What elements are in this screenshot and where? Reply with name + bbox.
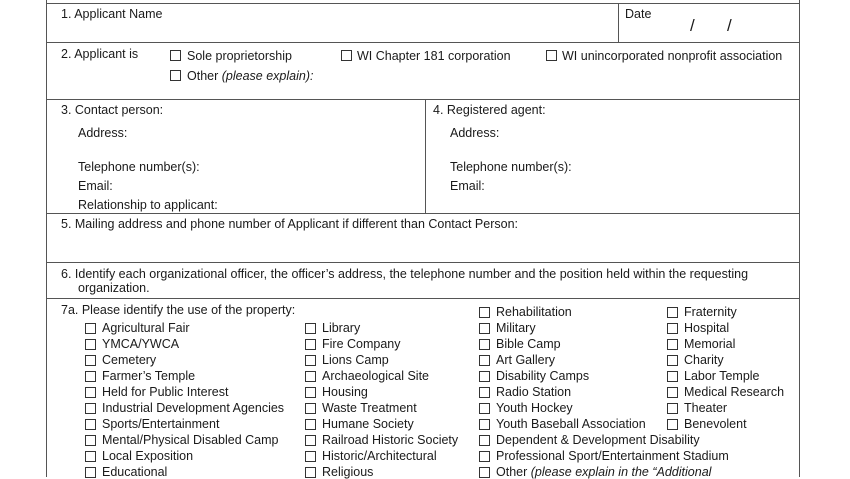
contact-email-label: Email: [78,179,113,193]
property-use-label: Hospital [684,321,730,335]
property-use-checkbox[interactable] [85,403,96,414]
contact-address-label: Address: [78,126,128,140]
property-use-label: Memorial [684,337,736,351]
property-use-label: Professional Sport/Entertainment Stadium [496,449,729,463]
property-use-label: Held for Public Interest [102,385,229,399]
property-use-checkbox[interactable] [85,355,96,366]
property-use-label: Railroad Historic Society [322,433,459,447]
property-use-checkbox[interactable] [305,467,316,478]
property-use-checkbox[interactable] [305,339,316,350]
property-use-label: Benevolent [684,417,747,431]
property-use-checkbox[interactable] [667,403,678,414]
property-use-label: Sports/Entertainment [102,417,220,431]
rule-after-6 [46,298,800,299]
property-use-checkbox[interactable] [479,419,490,430]
property-use-checkbox[interactable] [85,371,96,382]
property-use-checkbox[interactable] [479,435,490,446]
property-use-checkbox[interactable] [479,387,490,398]
rule-top [46,3,800,4]
property-use-label: Farmer’s Temple [102,369,196,383]
property-use-checkbox[interactable] [667,387,678,398]
agent-email-label: Email: [450,179,485,193]
wi-unincorporated-label: WI unincorporated nonprofit association [562,49,783,63]
officers-label-line1: 6. Identify each organizational officer, the officer’s address, the telephone number and the position held within the requesting [61,267,749,281]
property-use-label: Historic/Architectural [322,449,437,463]
property-use-label: Youth Baseball Association [496,417,646,431]
property-use-label: Other (please explain in the “Additional [496,465,712,479]
property-use-label: Cemetery [102,353,157,367]
date-label: Date [625,7,652,21]
wi-chapter-181-label: WI Chapter 181 corporation [357,49,511,63]
property-use-label: Labor Temple [684,369,760,383]
property-use-label: Archaeological Site [322,369,430,383]
rule-after-5 [46,262,800,263]
property-use-label: Lions Camp [322,353,389,367]
property-use-checkbox[interactable] [667,371,678,382]
property-use-label: Youth Hockey [496,401,573,415]
applicant-name-label: 1. Applicant Name [61,7,163,21]
other-use-note: (please explain in the “Additional [530,465,712,479]
property-use-label: Bible Camp [496,337,561,351]
property-use-label: Agricultural Fair [102,321,190,335]
contact-telephone-label: Telephone number(s): [78,160,200,174]
date-slash-1: / [690,16,695,35]
property-use-checkbox[interactable] [85,387,96,398]
wi-chapter-181-checkbox[interactable] [341,50,352,61]
property-use-checkbox[interactable] [85,323,96,334]
registered-agent-label: 4. Registered agent: [433,103,546,117]
property-use-label: Educational [102,465,168,479]
property-use-checkbox[interactable] [667,419,678,430]
property-use-label: Disability Camps [496,369,590,383]
contact-relationship-label: Relationship to applicant: [78,198,218,212]
property-use-label: Dependent & Development Disability [496,433,700,447]
contact-person-label: 3. Contact person: [61,103,164,117]
rule-after-3-4 [46,213,800,214]
property-use-checkbox[interactable] [479,403,490,414]
property-use-checkbox[interactable] [479,467,490,478]
contact-agent-divider [425,99,426,213]
property-use-checkbox[interactable] [85,339,96,350]
property-use-checkbox[interactable] [305,451,316,462]
property-use-checkbox[interactable] [85,467,96,478]
agent-address-label: Address: [450,126,500,140]
property-use-checkbox[interactable] [85,451,96,462]
property-use-checkbox[interactable] [305,419,316,430]
property-use-checkbox[interactable] [305,371,316,382]
property-use-label: Charity [684,353,724,367]
property-use-label: Humane Society [322,417,414,431]
property-use-checkbox[interactable] [479,355,490,366]
property-use-checkbox[interactable] [479,307,490,318]
applicant-is-label: 2. Applicant is [61,47,139,61]
property-use-checkbox[interactable] [479,339,490,350]
property-use-checkbox[interactable] [305,435,316,446]
property-use-checkbox[interactable] [305,323,316,334]
property-use-checkbox[interactable] [305,355,316,366]
property-use-label: Fire Company [322,337,401,351]
sole-proprietorship-checkbox[interactable] [170,50,181,61]
property-use-checkbox[interactable] [667,323,678,334]
property-use-checkbox[interactable] [305,403,316,414]
officers-label-line2: organization. [78,281,150,295]
mailing-address-label: 5. Mailing address and phone number of Applicant if different than Contact Person: [61,217,519,231]
agent-telephone-label: Telephone number(s): [450,160,572,174]
other-applicant-checkbox[interactable] [170,70,181,81]
property-use-checkbox[interactable] [305,387,316,398]
property-use-label: Theater [684,401,728,415]
property-use-checkbox[interactable] [667,307,678,318]
property-use-label: Housing [322,385,368,399]
property-use-checkbox[interactable] [479,323,490,334]
property-use-label: Library [322,321,361,335]
date-slash-2: / [727,16,732,35]
property-use-label: Fraternity [684,305,737,319]
property-use-label: 7a. Please identify the use of the property: [61,303,296,317]
wi-unincorporated-checkbox[interactable] [546,50,557,61]
property-use-label: Religious [322,465,374,479]
date-divider [618,3,619,42]
property-use-label: YMCA/YWCA [102,337,180,351]
property-use-checkbox[interactable] [85,419,96,430]
property-use-label: Medical Research [684,385,785,399]
property-use-label: Radio Station [496,385,572,399]
property-use-label: Rehabilitation [496,305,572,319]
sole-proprietorship-label: Sole proprietorship [187,49,292,63]
rule-after-2 [46,99,800,100]
property-use-label: Industrial Development Agencies [102,401,285,415]
property-use-checkbox[interactable] [479,371,490,382]
property-use-checkbox[interactable] [667,339,678,350]
property-use-checkbox[interactable] [85,435,96,446]
property-use-label: Military [496,321,536,335]
property-use-label: Mental/Physical Disabled Camp [102,433,279,447]
property-use-label: Waste Treatment [322,401,417,415]
other-applicant-note: (please explain): [221,69,314,83]
other-applicant-label: Other (please explain): [187,69,314,83]
property-use-checkbox[interactable] [667,355,678,366]
property-use-label: Local Exposition [102,449,194,463]
property-use-label: Art Gallery [496,353,556,367]
rule-after-1 [46,42,800,43]
property-use-checkbox[interactable] [479,451,490,462]
